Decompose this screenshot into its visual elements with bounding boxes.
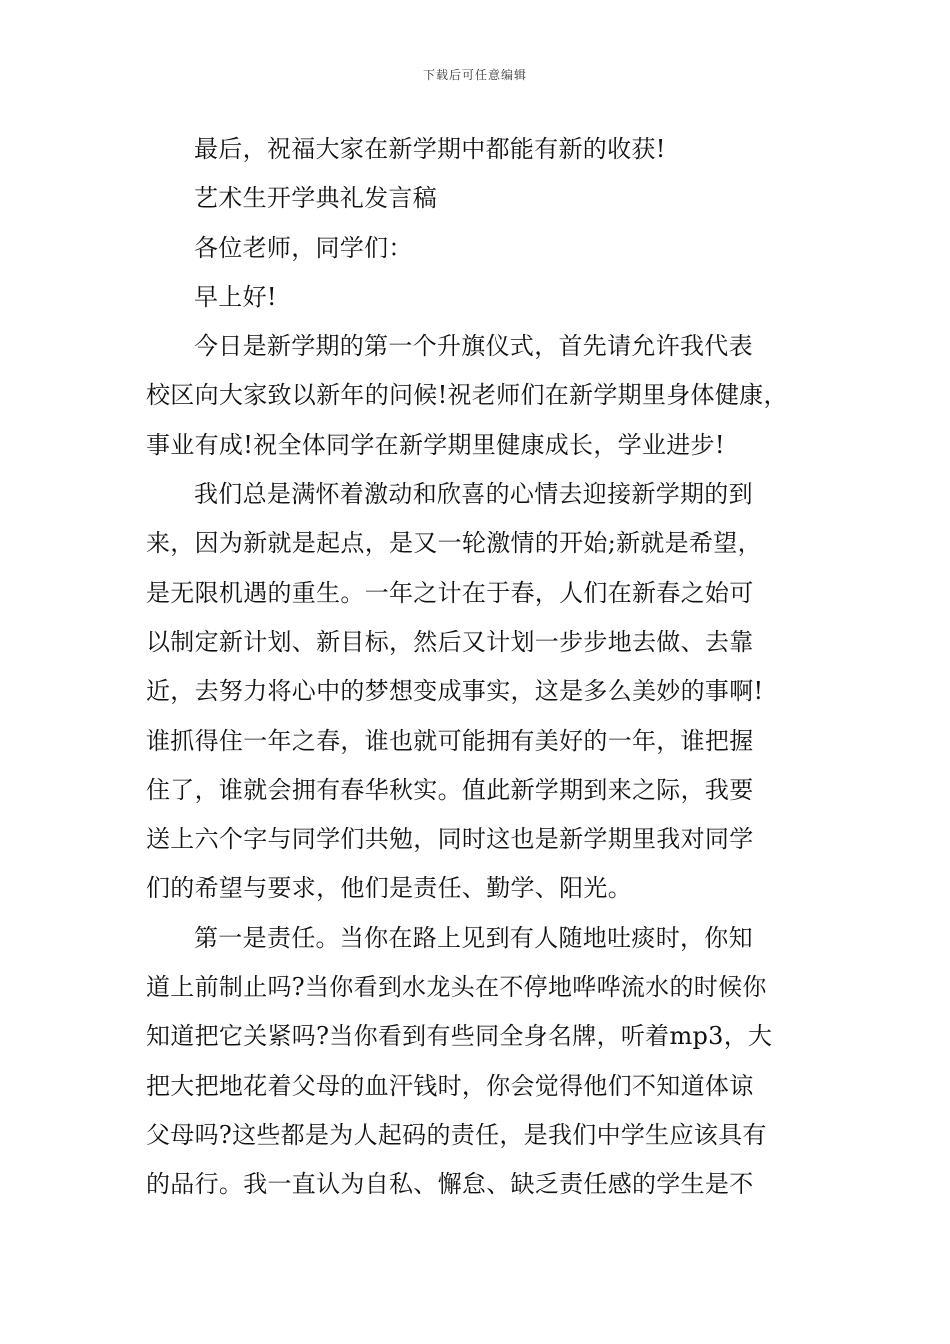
text-line: 第一是责任。当你在路上见到有人随地吐痰时，你知 [194, 923, 753, 952]
document-body [146, 125, 816, 1210]
text-line: 事业有成!祝全体同学在新学期里健康成长，学业进步! [146, 430, 725, 459]
text-line: 送上六个字与同学们共勉，同时这也是新学期里我对同学 [146, 825, 754, 854]
text-line: 道上前制止吗?当你看到水龙头在不停地哗哗流水的时候你 [146, 973, 767, 1002]
text-line: 们的希望与要求，他们是责任、勤学、阳光。 [146, 874, 632, 903]
speech-title: 艺术生开学典礼发言稿 [194, 184, 437, 213]
text-line: 来，因为新就是起点，是又一轮激情的开始;新就是希望， [146, 529, 762, 558]
text-line: 知道把它关紧吗?当你看到有些同全身名牌，听着mp3，大 [146, 1022, 773, 1051]
text-line: 谁抓得住一年之春，谁也就可能拥有美好的一年，谁把握 [146, 726, 754, 755]
page-header: 下载后可任意编辑 [422, 68, 527, 82]
text-line: 校区向大家致以新年的问候!祝老师们在新学期里身体健康， [146, 381, 788, 410]
text-line: 是无限机遇的重生。一年之计在于春，人们在新春之始可 [146, 578, 754, 607]
text-line: 的品行。我一直认为自私、懈怠、缺乏责任感的学生是不 [146, 1170, 754, 1199]
text-line: 以制定新计划、新目标，然后又计划一步步地去做、去靠 [146, 627, 754, 656]
greeting: 早上好! [194, 282, 277, 311]
text-line: 父母吗?这些都是为人起码的责任，是我们中学生应该具有 [146, 1120, 767, 1149]
text-line: 把大把地花着父母的血汗钱时，你会觉得他们不知道体谅 [146, 1071, 754, 1100]
text-line: 今日是新学期的第一个升旗仪式，首先请允许我代表 [194, 332, 753, 361]
text-line: 近，去努力将心中的梦想变成事实，这是多么美妙的事啊! [146, 677, 764, 706]
text-line: 我们总是满怀着激动和欣喜的心情去迎接新学期的到 [194, 480, 753, 509]
text-line: 住了，谁就会拥有春华秋实。值此新学期到来之际，我要 [146, 775, 754, 804]
text-line: 最后，祝福大家在新学期中都能有新的收获! [194, 135, 666, 163]
salutation: 各位老师，同学们： [194, 233, 413, 262]
